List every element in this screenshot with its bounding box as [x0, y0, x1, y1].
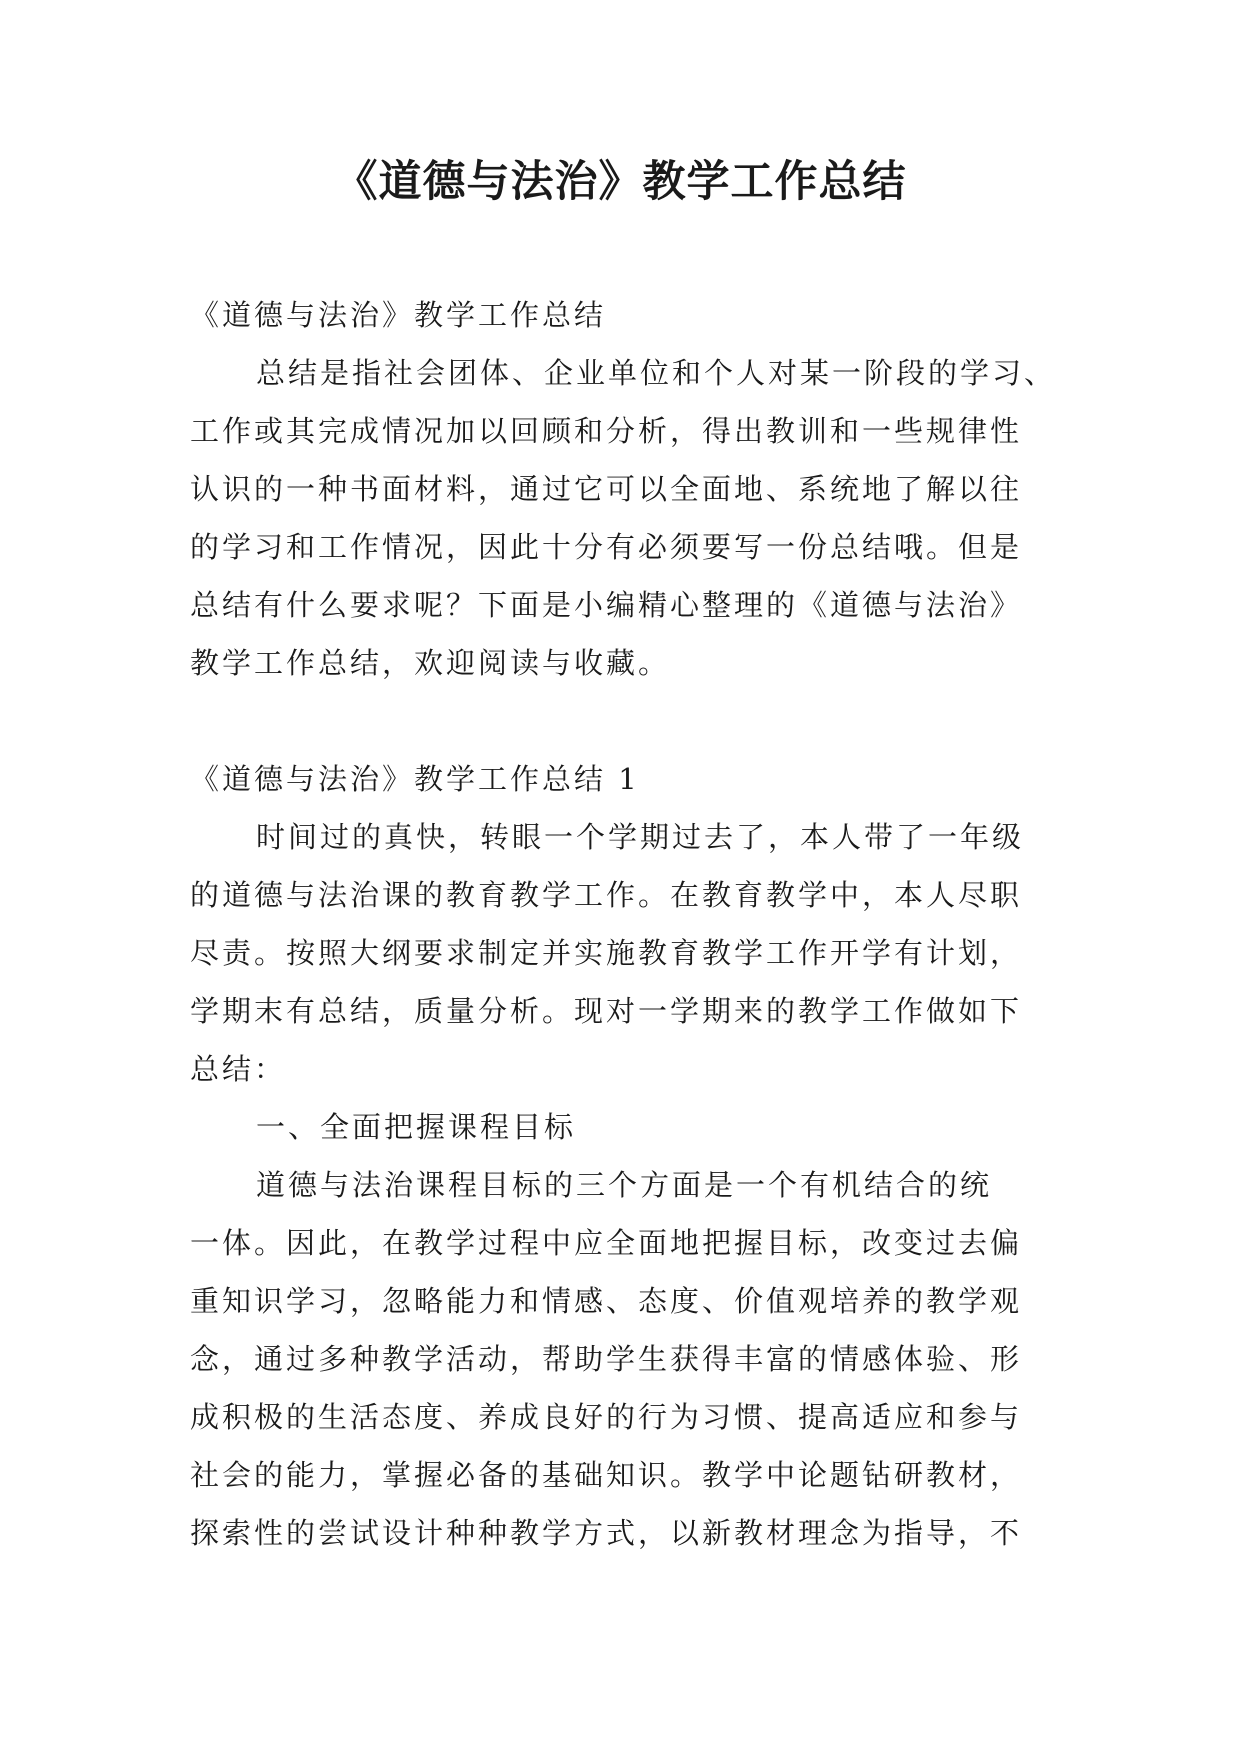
intro-heading: 《道德与法治》教学工作总结	[190, 298, 607, 332]
subsection1-line-1: 道德与法治课程目标的三个方面是一个有机结合的统	[256, 1168, 993, 1202]
intro-line-5: 总结有什么要求呢？下面是小编精心整理的《道德与法治》	[190, 588, 1023, 622]
section1-line-1: 时间过的真快，转眼一个学期过去了，本人带了一年级	[256, 820, 1025, 854]
section1-line-2: 的道德与法治课的教育教学工作。在教育教学中，本人尽职	[190, 878, 1023, 912]
document-body	[190, 286, 1070, 1562]
subheading-1: 一、全面把握课程目标	[256, 1110, 577, 1144]
subsection1-line-2: 一体。因此，在教学过程中应全面地把握目标，改变过去偏	[190, 1226, 1023, 1260]
document-title: 《道德与法治》教学工作总结	[334, 157, 907, 207]
subsection1-line-3: 重知识学习，忽略能力和情感、态度、价值观培养的教学观	[190, 1284, 1023, 1318]
intro-line-6: 教学工作总结，欢迎阅读与收藏。	[190, 646, 671, 680]
section1-line-4: 学期末有总结，质量分析。现对一学期来的教学工作做如下	[190, 994, 1023, 1028]
intro-line-1: 总结是指社会团体、企业单位和个人对某一阶段的学习、	[256, 356, 1057, 390]
subsection1-line-7: 探索性的尝试设计种种教学方式，以新教材理念为指导，不	[190, 1516, 1023, 1550]
subsection1-line-6: 社会的能力，掌握必备的基础知识。教学中论题钻研教材，	[190, 1458, 1023, 1492]
paragraph-gap	[190, 692, 1070, 750]
intro-line-3: 认识的一种书面材料，通过它可以全面地、系统地了解以往	[190, 472, 1023, 506]
subsection1-line-5: 成积极的生活态度、养成良好的行为习惯、提高适应和参与	[190, 1400, 1023, 1434]
intro-line-4: 的学习和工作情况，因此十分有必须要写一份总结哦。但是	[190, 530, 1023, 564]
section1-line-3: 尽责。按照大纲要求制定并实施教育教学工作开学有计划，	[190, 936, 1023, 970]
section1-line-5: 总结：	[190, 1052, 287, 1086]
section1-heading: 《道德与法治》教学工作总结 1	[190, 762, 640, 796]
subsection1-line-4: 念，通过多种教学活动，帮助学生获得丰富的情感体验、形	[190, 1342, 1023, 1376]
intro-line-2: 工作或其完成情况加以回顾和分析，得出教训和一些规律性	[190, 414, 1023, 448]
